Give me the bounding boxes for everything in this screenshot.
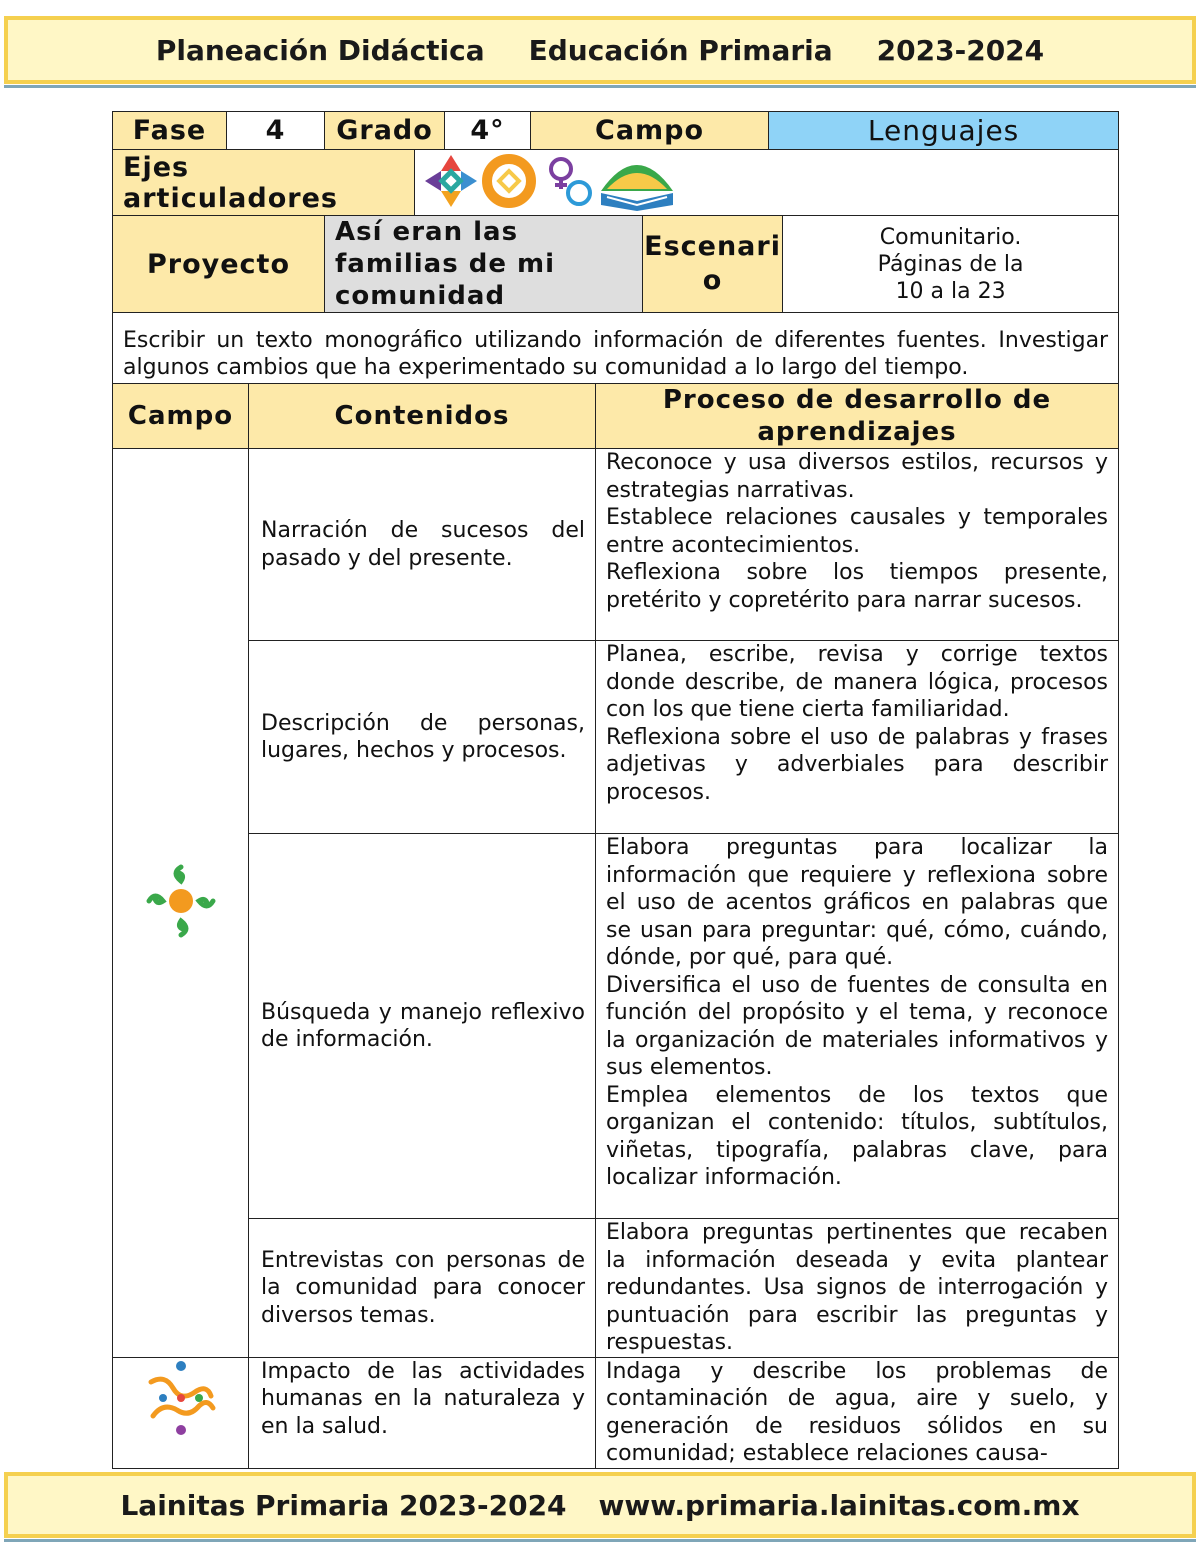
doc-year: 2023-2024 xyxy=(876,33,1045,67)
proceso-cell xyxy=(596,1357,1119,1468)
contenido-cell: Descripción de personas, lugares, hechos y procesos. xyxy=(249,641,596,834)
info-table xyxy=(112,111,1119,396)
objetivo-text: Escribir un texto monográfico utilizando información de diferentes fuentes. Investigar algunos cambios que ha experimentado su comunidad a lo largo del tiempo. xyxy=(113,313,1119,396)
doc-title: Planeación Didáctica xyxy=(155,33,485,67)
campo-label: Campo xyxy=(531,112,769,150)
escenario-value-line2: Páginas de la xyxy=(877,251,1024,277)
table-row xyxy=(113,834,1119,1219)
footer-banner xyxy=(4,1472,1196,1538)
proceso-item: Elabora preguntas para localizar la información que requiere y reflexiona sobre el uso de acentos gráficos en palabras que se usan para preguntar: qué, cómo, cuándo, dónde, por qué, para qué. xyxy=(606,835,1108,970)
proceso-cell xyxy=(596,641,1119,834)
campo-cell-comunidad xyxy=(113,1357,249,1468)
proyecto-label: Proyecto xyxy=(113,216,325,313)
campo-value: Lenguajes xyxy=(769,112,1119,150)
proceso-cell xyxy=(596,1219,1119,1358)
grado-label: Grado xyxy=(325,112,445,150)
lectura-icon xyxy=(601,165,673,211)
campo-cell-lenguajes xyxy=(113,449,249,1358)
escenario-value-line3: 10 a la 23 xyxy=(895,278,1006,304)
col-contenidos-header: Contenidos xyxy=(249,384,596,449)
proyecto-value: Así eran las familias de mi comunidad xyxy=(325,216,643,313)
inclusion-icon xyxy=(425,155,477,207)
proceso-item: Establece relaciones causales y temporales entre acontecimientos. xyxy=(606,505,1108,558)
igualdad-genero-icon xyxy=(551,159,590,204)
proceso-item: Elabora preguntas pertinentes que recaben la información deseada y evita plantear redundantes. Usa signos de interrogación y puntuación para escribir las preguntas y respuestas. xyxy=(606,1220,1108,1355)
comunidad-campo-icon xyxy=(141,1360,221,1436)
proceso-item: Indaga y describe los problemas de contaminación de agua, aire y suelo, y generación de residuos sólidos en su comunidad; establece relaciones causa- xyxy=(606,1358,1108,1466)
proceso-item: Reconoce y usa diversos estilos, recursos y estrategias narrativas. xyxy=(606,450,1108,503)
contenido-cell: Entrevistas con personas de la comunidad para conocer diversos temas. xyxy=(249,1219,596,1358)
proceso-cell xyxy=(596,449,1119,641)
col-proceso-header-line1: Proceso de desarrollo de xyxy=(662,385,1052,415)
contenido-cell: Búsqueda y manejo reflexivo de información. xyxy=(249,834,596,1219)
proceso-item: Emplea elementos de los textos que organizan el contenido: títulos, subtítulos, viñetas, tipografía, palabras clave, para localizar información. xyxy=(606,1082,1108,1190)
footer-url[interactable]: www.primaria.lainitas.com.mx xyxy=(598,1488,1080,1522)
proceso-item: Planea, escribe, revisa y corrige textos donde describe, de manera lógica, procesos con los que tiene cierta familiaridad. xyxy=(606,642,1108,722)
col-campo-header: Campo xyxy=(113,384,249,449)
header-banner xyxy=(4,16,1196,84)
table-row xyxy=(113,1357,1119,1468)
proceso-item: Reflexiona sobre los tiempos presente, pretérito y copretérito para narrar sucesos. xyxy=(606,560,1108,613)
proceso-item: Diversifica el uso de fuentes de consulta en función del propósito y el tema, y reconoce la organización de materiales informativos y sus elementos. xyxy=(606,972,1108,1080)
contenido-cell: Narración de sucesos del pasado y del presente. xyxy=(249,449,596,641)
contenido-cell: Impacto de las actividades humanas en la naturaleza y en la salud. xyxy=(249,1357,596,1468)
escenario-label xyxy=(643,216,783,313)
table-row xyxy=(113,449,1119,641)
doc-level: Educación Primaria xyxy=(528,33,833,67)
escenario-value-line1: Comunitario. xyxy=(879,224,1022,250)
fase-label: Fase xyxy=(113,112,227,150)
ejes-icons-svg xyxy=(421,151,711,211)
col-proceso-header xyxy=(596,384,1119,449)
footer-brand: Lainitas Primaria 2023-2024 xyxy=(120,1488,567,1522)
escenario-label-line2: o xyxy=(702,265,723,296)
table-row xyxy=(113,641,1119,834)
proceso-cell xyxy=(596,834,1119,1219)
col-proceso-header-line2: aprendizajes xyxy=(757,417,957,447)
escenario-value xyxy=(783,216,1119,313)
pensamiento-critico-icon xyxy=(487,159,531,203)
table-row xyxy=(113,1219,1119,1358)
ejes-label: Ejes articuladores xyxy=(113,150,415,216)
proceso-item: Reflexiona sobre el uso de palabras y frases adjetivas y adverbiales para describir procesos. xyxy=(606,724,1108,805)
lenguajes-campo-icon xyxy=(141,861,221,941)
fase-value: 4 xyxy=(227,112,325,150)
escenario-label-line1: Escenari xyxy=(644,231,781,262)
content-table xyxy=(112,383,1119,1469)
ejes-icons xyxy=(415,150,1119,216)
grado-value: 4° xyxy=(445,112,531,150)
